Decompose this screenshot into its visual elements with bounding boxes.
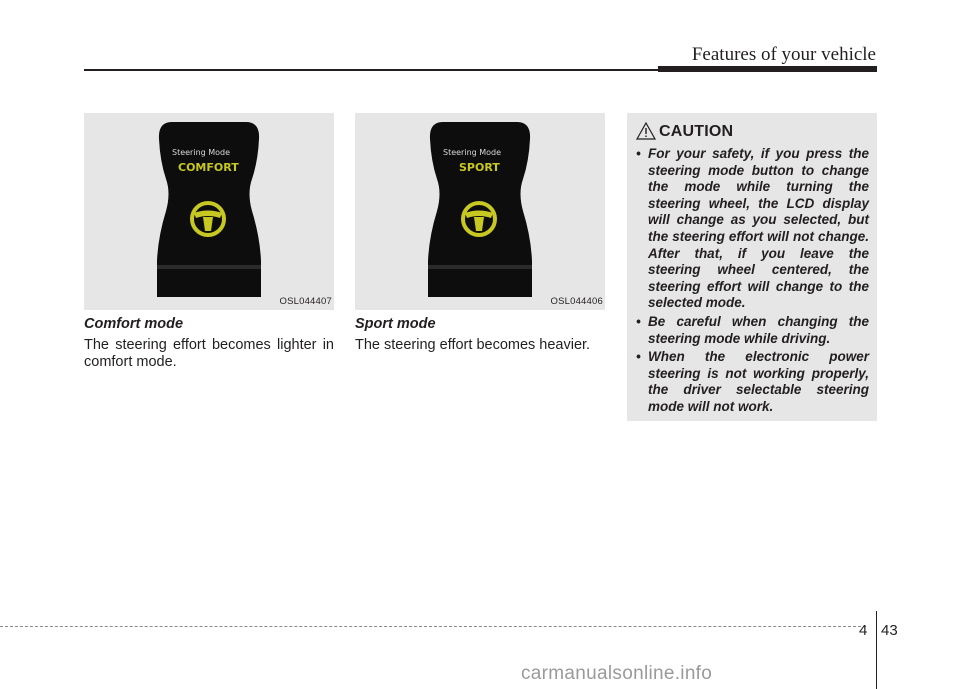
display-mode-label: COMFORT [178,161,239,174]
caution-box [627,113,877,421]
page-header-title: Features of your vehicle [691,44,876,65]
header-rule [84,69,660,71]
sport-mode-heading: Sport mode [355,316,436,332]
display-title: Steering Mode [443,148,502,157]
cluster-display-comfort [84,113,334,310]
caution-item [635,314,869,347]
header-rule-accent [658,66,877,72]
display-title: Steering Mode [172,148,231,157]
caution-item-text: When the electronic power steering is not working properly, the driver selectable steering mode will not work. [648,349,869,414]
figure-sport-mode [355,113,605,310]
bullet-icon: • [636,146,641,161]
page-number-separator [876,611,877,689]
figure-code: OSL044407 [279,296,332,307]
page-number: 43 [881,622,898,639]
figure-comfort-mode [84,113,334,310]
caution-item [635,146,869,312]
bullet-icon: • [636,349,641,365]
sport-mode-text: The steering effort becomes heavier. [355,337,591,353]
display-mode-label: SPORT [459,161,500,174]
caution-item [635,349,869,415]
chapter-number: 4 [859,622,868,639]
caution-list [635,146,869,418]
caution-item-text: For your safety, if you press the steering mode button to change the mode while turning the steering wheel, the LCD display will change as you selected, but the steering effort will not change. After that, if you leave the steering wheel centered, the steering effort will change to the selected mode. [648,146,869,311]
bullet-icon: • [636,313,641,329]
caution-label: CAUTION [659,123,734,140]
cluster-display-sport [355,113,605,310]
footer-rule [0,626,866,627]
warning-triangle-icon [635,120,657,142]
watermark: carmanualsonline.info [521,663,713,684]
caution-item-text: Be careful when changing the steering mode while driving. [648,313,869,346]
comfort-mode-heading: Comfort mode [84,316,184,332]
comfort-mode-text: The steering effort becomes lighter in comfort mode. [84,337,334,370]
figure-code: OSL044406 [550,296,603,307]
